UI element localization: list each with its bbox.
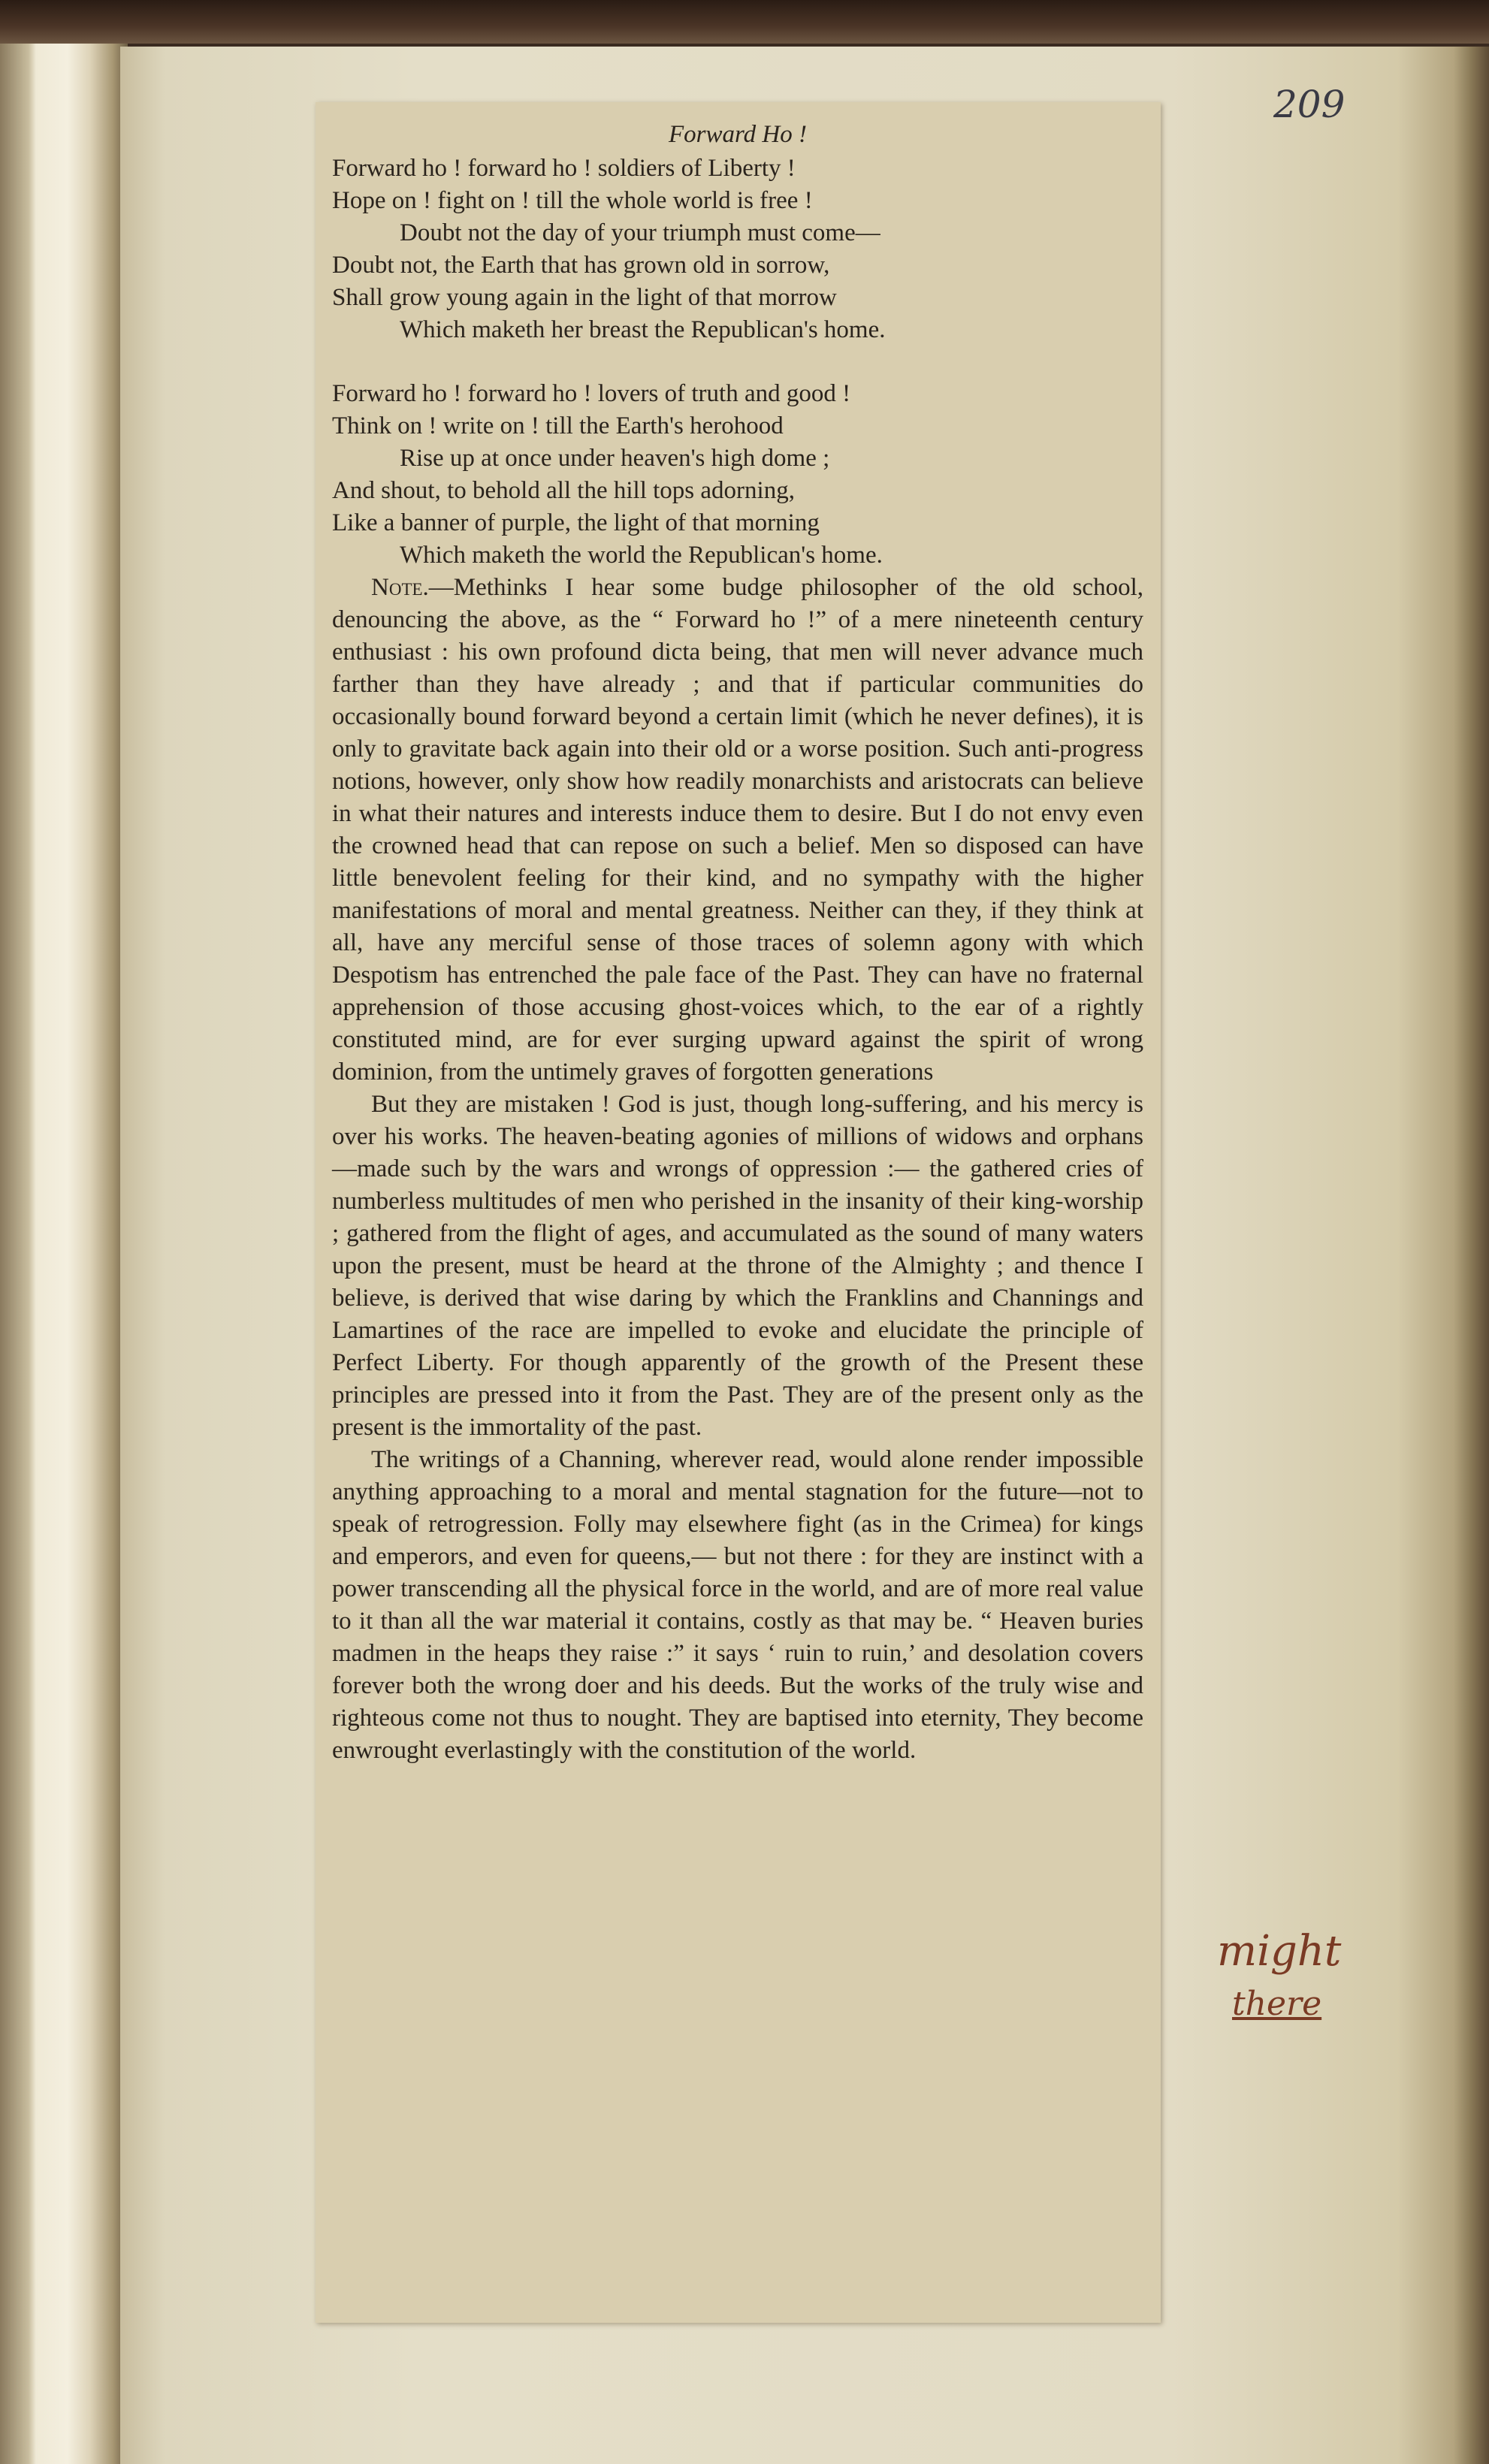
left-page-edge: [0, 44, 128, 2464]
book-binding-top: [0, 0, 1489, 44]
note-paragraph-1: [332, 572, 1143, 1089]
poem-line: Which maketh the world the Republican's home.: [400, 542, 883, 569]
note-label: Note.: [371, 574, 429, 601]
poem-line: Like a banner of purple, the light of that morning: [332, 509, 820, 536]
note-paragraph-2: But they are mistaken ! God is just, though long-suffering, and his mercy is over his works. The heaven-beating agonies of millions of widows and orphans —made such by the wars and wrongs of oppression :— the gathered cries of numberless multitudes of men who perished in the insanity of their king-worship ; gathered from the flight of ages, and accumulated as the sound of many waters upon the present, must be heard at the throne of the Almighty ; and thence I believe, is derived that wise daring by which the Franklins and Channings and Lamartines of the race are impelled to evoke and elucidate the principle of Perfect Liberty. For though apparently of the growth of the Present these principles are pressed into it from the Past. They are of the present only as the present is the immortality of the past.: [332, 1091, 1143, 1441]
poem-line: Forward ho ! forward ho ! soldiers of Liberty !: [332, 155, 796, 182]
poem-stanza-1: [332, 152, 1143, 346]
poem-line: Forward ho ! forward ho ! lovers of truth and good !: [332, 380, 851, 407]
poem-line: Rise up at once under heaven's high dome ;: [400, 445, 830, 472]
note-paragraph-1-text: —Methinks I hear some budge philosopher of the old school, denouncing the above, as the “ Forward ho !” of a mere nineteenth century enthusiast : his own profound dicta being, that men will never advance much farther than they have already ; and that if particular communities do occasionally bound forward beyond a certain limit (which he never defines), it is only to gravitate back again into their old or a worse position. Such anti-progress notions, however, only show how readily monarchists and aristocrats can believe in what their natures and interests induce them to desire. But I do not envy even the crowned head that can repose on such a belief. Men so disposed can have little benevolent feeling for their kind, and no sympathy with the higher manifestations of moral and mental greatness. Neither can they, if they think at all, have any merciful sense of those traces of solemn agony with which Despotism has entrenched the pale face of the Past. They can have no fraternal apprehension of those accusing ghost-voices which, to the ear of a rightly constituted mind, are for ever surging upward against the spirit of wrong dominion, from the untimely graves of forgotten generations: [332, 574, 1143, 1086]
poem-stanza-2: [332, 378, 1143, 572]
poem-line: And shout, to behold all the hill tops adorning,: [332, 477, 795, 504]
page-number: 209: [1273, 83, 1346, 126]
right-page-edge: [1454, 47, 1489, 2464]
poem-line: Hope on ! fight on ! till the whole world is free !: [332, 187, 813, 214]
poem-line: Doubt not, the Earth that has grown old in sorrow,: [332, 252, 830, 279]
poem-title: Forward Ho !: [669, 121, 807, 148]
clipping-text: [332, 119, 1143, 1767]
poem-line: Think on ! write on ! till the Earth's herohood: [332, 412, 784, 439]
note-paragraph-3: The writings of a Channing, wherever read, would alone render impossible anything approaching to a moral and mental stagnation for the future—not to speak of retrogression. Folly may elsewhere fight (as in the Crimea) for kings and emperors, and even for queens,— but not there : for they are instinct with a power transcending all the physical force in the world, and are of more real value to it than all the war material it contains, costly as that may be. “ Heaven buries madmen in the heaps they raise :” it says ‘ ruin to ruin,’ and desolation covers forever both the wrong doer and his deeds. But the works of the truly wise and righteous come not thus to nought. They are baptised into eternity, They become enwrought everlastingly with the constitution of the world.: [332, 1446, 1143, 1764]
stanza-gap: [332, 346, 1143, 378]
poem-line: Doubt not the day of your triumph must come—: [400, 219, 880, 246]
marginal-annotation-there: there: [1232, 1985, 1322, 2023]
newspaper-clipping: [316, 102, 1161, 2323]
marginal-annotation-might: might: [1217, 1927, 1342, 1976]
poem-line: Which maketh her breast the Republican's home.: [400, 316, 886, 343]
poem-line: Shall grow young again in the light of that morrow: [332, 284, 837, 311]
